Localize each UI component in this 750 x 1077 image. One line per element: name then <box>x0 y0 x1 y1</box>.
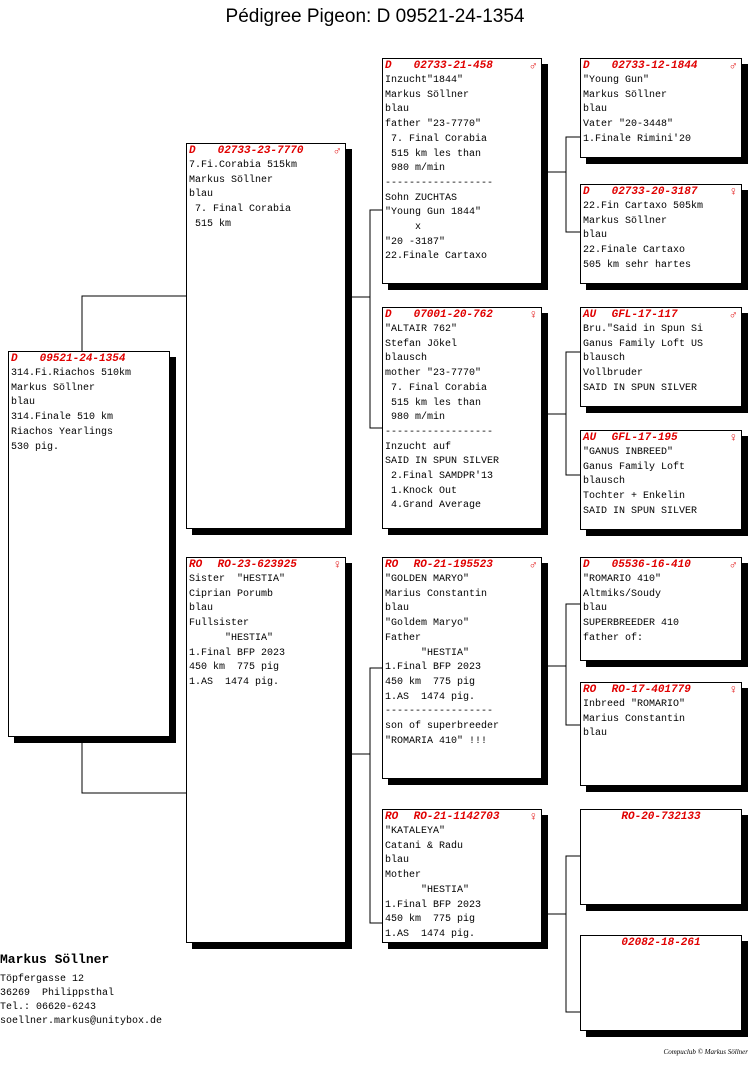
pedigree-card-sss[interactable] <box>580 58 742 158</box>
pedigree-card-sds[interactable] <box>580 307 742 407</box>
info-line: 1.Final BFP 2023 <box>385 662 482 674</box>
info-line: Marius Constantin <box>583 713 686 725</box>
info-line: "GOLDEN MARYO" <box>385 574 470 585</box>
info-line: Vater "20-3448" <box>583 119 674 131</box>
info-line: 7. Final Corabia <box>385 133 488 145</box>
owner-address-line: Töpfergasse 12 <box>0 974 85 985</box>
info-line: 980 m/min <box>385 412 446 424</box>
info-line: SAID IN SPUN SILVER <box>583 505 698 517</box>
info-line: "Young Gun" <box>583 75 650 86</box>
pedigree-card-ssd[interactable] <box>580 184 742 284</box>
info-line: Sister "HESTIA" <box>189 574 286 585</box>
connector-dd-dds <box>541 856 580 914</box>
ring-header: RO RO-21-195523 ♂ <box>385 558 537 572</box>
info-line: 1.AS 1474 pig. <box>189 676 280 688</box>
info-line: Inbreed "ROMARIO" <box>583 699 686 710</box>
info-line: 1.Knock Out <box>385 485 458 497</box>
owner-name: Markus Söllner <box>0 952 110 967</box>
info-line: Catani & Radu <box>385 840 464 852</box>
ring-header: RO RO-17-401779 ♀ <box>583 683 737 697</box>
info-line: 450 km 775 pig <box>385 676 476 688</box>
ring-header: AU GFL-17-117 ♂ <box>583 308 737 322</box>
info-line: SAID IN SPUN SILVER <box>583 382 698 394</box>
info-line: son of superbreeder <box>385 721 500 733</box>
connector-sd-sds <box>541 352 580 414</box>
info-line: 515 km <box>189 218 232 230</box>
info-line: "ALTAIR 762" <box>385 324 458 335</box>
connector-dd-ddd <box>566 914 580 1012</box>
info-line: Father <box>385 632 422 644</box>
ring-header: 02082-18-261 <box>621 937 701 949</box>
info-line: father of: <box>583 632 644 644</box>
ring-header: D 09521-24-1354 <box>11 353 126 365</box>
info-line: mother "23-7770" <box>385 368 482 380</box>
info-line: Ganus Family Loft <box>583 461 686 473</box>
info-line: blau <box>583 230 608 242</box>
connector-dam-ds <box>345 668 382 754</box>
connector-subject-sire <box>82 296 186 352</box>
info-line: 314.Fi.Riachos 510km <box>11 368 132 379</box>
info-line: 7.Fi.Corabia 515km <box>189 160 298 171</box>
info-line: ------------------ <box>385 706 494 718</box>
info-line: Bru."Said in Spun Si <box>583 324 704 335</box>
info-line: blau <box>385 855 410 867</box>
info-line: 4.Grand Average <box>385 500 482 512</box>
info-line: Marius Constantin <box>385 588 488 600</box>
info-line: 450 km 775 pig <box>385 914 476 926</box>
pedigree-card-dam[interactable] <box>186 557 346 943</box>
ring-header: D 02733-20-3187 ♀ <box>583 185 737 199</box>
pedigree-card-ss[interactable] <box>382 58 542 284</box>
info-line: Stefan Jökel <box>385 338 458 350</box>
info-line: 515 km les than <box>385 148 482 160</box>
info-line: Mother <box>385 870 422 882</box>
info-line: blausch <box>583 476 626 488</box>
pedigree-card-dss[interactable] <box>580 557 742 661</box>
connector-dam-dd <box>370 754 382 923</box>
pedigree-card-sd[interactable] <box>382 307 542 529</box>
info-line: "HESTIA" <box>189 632 274 644</box>
pedigree-card-dsd[interactable] <box>580 682 742 786</box>
pedigree-card-sire[interactable] <box>186 143 346 529</box>
info-line: Markus Söllner <box>189 174 274 186</box>
owner-phone: Tel.: 06620-6243 <box>0 1002 97 1013</box>
connector-sire-ss <box>345 210 382 297</box>
info-line: Altmiks/Soudy <box>583 588 662 600</box>
info-line: Markus Söllner <box>583 215 668 227</box>
connector-ss-ssd <box>566 172 580 232</box>
info-line: Ganus Family Loft US <box>583 338 704 350</box>
info-line: blausch <box>385 353 428 365</box>
info-line: blau <box>11 397 36 409</box>
pedigree-card-ds[interactable] <box>382 557 542 779</box>
info-line: blau <box>385 104 410 116</box>
connector-sire-sd <box>370 297 382 428</box>
info-line: 515 km les than <box>385 397 482 409</box>
info-line: 22.Fin Cartaxo 505km <box>583 201 704 212</box>
info-line: "KATALEYA" <box>385 826 446 837</box>
info-line: 2.Final SAMDPR'13 <box>385 471 494 483</box>
info-line: 7. Final Corabia <box>385 382 488 394</box>
info-line: Ciprian Porumb <box>189 588 274 600</box>
info-line: 314.Finale 510 km <box>11 412 114 424</box>
info-line: Markus Söllner <box>583 89 668 101</box>
info-line: Inzucht auf <box>385 441 452 453</box>
info-line: Tochter + Enkelin <box>583 491 686 503</box>
pedigree-card-subject[interactable] <box>8 351 170 737</box>
info-line: SUPERBREEDER 410 <box>583 618 680 630</box>
pedigree-card-dds[interactable] <box>580 809 742 905</box>
info-line: 530 pig. <box>11 441 60 453</box>
info-line: ------------------ <box>385 177 494 189</box>
ring-header: D 02733-21-458 ♂ <box>385 59 537 73</box>
info-line: blau <box>385 603 410 615</box>
info-line: 1.Finale Rimini'20 <box>583 133 692 145</box>
info-line: 1.AS 1474 pig. <box>385 691 476 703</box>
info-line: blau <box>189 603 214 615</box>
page-title: Pédigree Pigeon: D 09521-24-1354 <box>225 6 525 27</box>
ring-header: D 02733-23-7770 ♂ <box>189 144 341 158</box>
info-line: Fullsister <box>189 618 250 630</box>
connector-ds-dss <box>541 604 580 666</box>
info-line: 505 km sehr hartes <box>583 259 692 271</box>
pedigree-card-ddd[interactable] <box>580 935 742 1031</box>
pedigree-card-dd[interactable] <box>382 809 542 943</box>
info-line: "HESTIA" <box>385 884 470 896</box>
info-line: 22.Finale Cartaxo <box>385 251 488 263</box>
info-line: x <box>385 222 422 234</box>
connector-ds-dsd <box>566 666 580 725</box>
info-line: "HESTIA" <box>385 647 470 659</box>
info-line: Markus Söllner <box>11 382 96 394</box>
info-line: Vollbruder <box>583 368 644 380</box>
info-line: "ROMARIA 410" !!! <box>385 735 488 747</box>
info-line: "GANUS INBREED" <box>583 447 674 458</box>
ring-header: D 02733-12-1844 ♂ <box>583 59 737 73</box>
ring-header: RO RO-21-1142703 ♀ <box>385 810 537 824</box>
ring-header: AU GFL-17-195 ♀ <box>583 431 737 445</box>
info-line: 1.Final BFP 2023 <box>385 899 482 911</box>
info-line: blau <box>583 728 608 740</box>
connector-ss-sss <box>541 137 580 172</box>
info-line: father "23-7770" <box>385 119 482 131</box>
pedigree-card-sdd[interactable] <box>580 430 742 530</box>
info-line: Sohn ZUCHTAS <box>385 192 458 204</box>
ring-header: RO-20-732133 <box>621 811 701 823</box>
info-line: "ROMARIO 410" <box>583 574 662 585</box>
info-line: Riachos Yearlings <box>11 426 114 438</box>
info-line: ------------------ <box>385 426 494 438</box>
info-line: 22.Finale Cartaxo <box>583 245 686 257</box>
info-line: blau <box>583 104 608 116</box>
info-line: Markus Söllner <box>385 89 470 101</box>
info-line: 1.AS 1474 pig. <box>385 928 476 940</box>
credit-footer: Compuclub © Markus Söllner <box>663 1048 748 1056</box>
owner-email[interactable]: soellner.markus@unitybox.de <box>0 1016 163 1027</box>
ring-header: RO RO-23-623925 ♀ <box>189 558 341 572</box>
ring-header: D 05536-16-410 ♂ <box>583 558 737 572</box>
info-line: "20 -3187" <box>385 236 446 248</box>
info-line: 1.Final BFP 2023 <box>189 647 286 659</box>
info-line: Inzucht"1844" <box>385 75 464 86</box>
ring-header: D 07001-20-762 ♀ <box>385 308 537 322</box>
connector-subject-dam <box>82 736 186 793</box>
info-line: 7. Final Corabia <box>189 204 292 216</box>
info-line: SAID IN SPUN SILVER <box>385 456 500 468</box>
info-line: blau <box>189 189 214 201</box>
info-line: 450 km 775 pig <box>189 662 280 674</box>
info-line: blausch <box>583 353 626 365</box>
info-line: blau <box>583 603 608 615</box>
owner-block <box>0 952 162 1029</box>
info-line: "Goldem Maryo" <box>385 618 470 630</box>
info-line: 980 m/min <box>385 163 446 175</box>
connector-sd-sdd <box>566 414 580 475</box>
owner-address-line: 36269 Philippsthal <box>0 988 115 999</box>
info-line: "Young Gun 1844" <box>385 207 482 219</box>
